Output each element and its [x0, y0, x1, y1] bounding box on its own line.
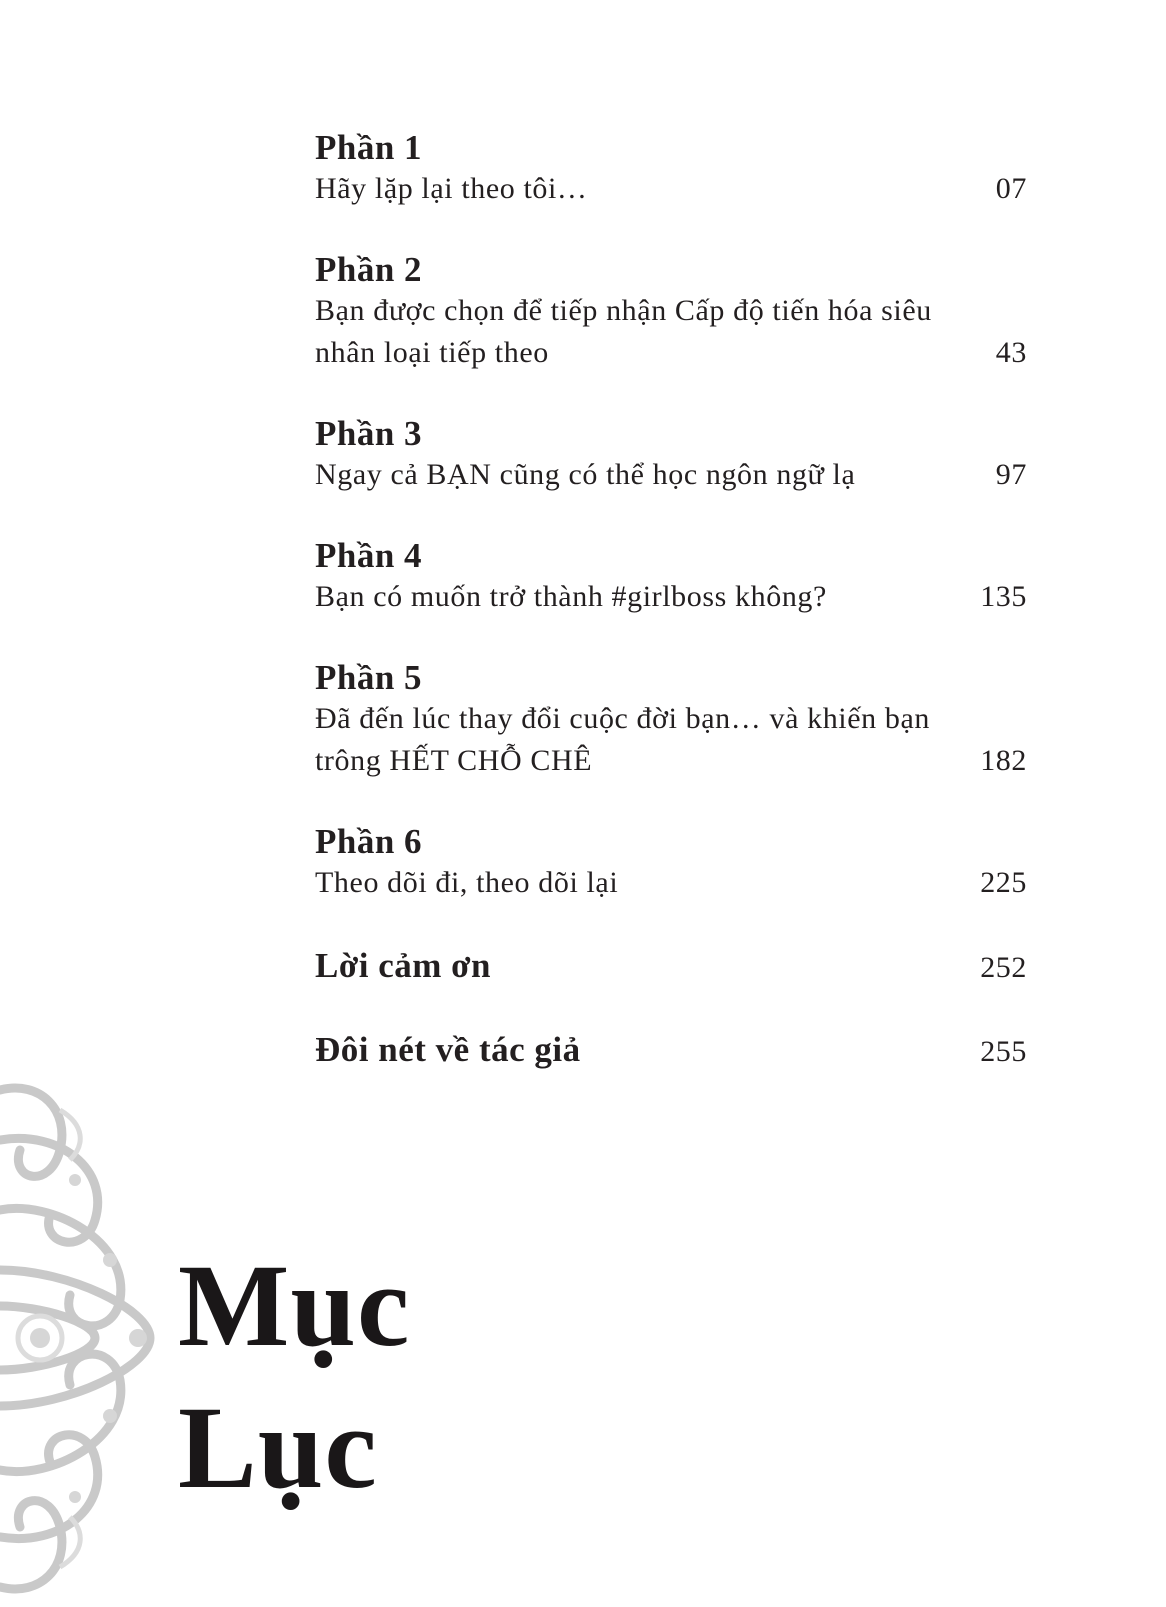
- table-of-contents: [315, 128, 1027, 1112]
- part-heading: Phần 3: [315, 414, 423, 453]
- page-title-line-1: Mục: [178, 1240, 411, 1371]
- page-number: 182: [980, 744, 1027, 777]
- toc-part[interactable]: [315, 536, 1027, 618]
- toc-entry: [315, 290, 1027, 374]
- toc-part[interactable]: [315, 128, 1027, 210]
- toc-entry: [315, 168, 1027, 210]
- entry-title: Hãy lặp lại theo tôi…: [315, 172, 588, 205]
- page-number: 252: [980, 951, 1027, 984]
- part-heading: Phần 6: [315, 822, 423, 861]
- toc-entry: [315, 698, 1027, 782]
- toc-part[interactable]: [315, 658, 1027, 782]
- mandala-ornament: [0, 1070, 180, 1607]
- entry-title: Theo dõi đi, theo dõi lại: [315, 866, 619, 899]
- entry-title: Bạn có muốn trở thành #girlboss không?: [315, 580, 827, 613]
- part-heading: Phần 2: [315, 250, 423, 289]
- acknowledgements-title: Lời cảm ơn: [315, 946, 491, 985]
- about-author-title: Đôi nét về tác giả: [315, 1030, 581, 1069]
- toc-part[interactable]: [315, 250, 1027, 374]
- toc-entry: [315, 576, 1027, 618]
- part-heading: Phần 5: [315, 658, 423, 697]
- entry-title: Bạn được chọn để tiếp nhận Cấp độ tiến hóa siêu nhân loại tiếp theo: [315, 294, 932, 369]
- page-number: 135: [980, 580, 1027, 613]
- toc-part[interactable]: [315, 414, 1027, 496]
- page-title-line-2: Lục: [178, 1382, 378, 1513]
- page-number: 07: [995, 172, 1027, 205]
- entry-title: Ngay cả BẠN cũng có thể học ngôn ngữ lạ: [315, 458, 856, 491]
- part-heading: Phần 4: [315, 536, 423, 575]
- entry-title: Đã đến lúc thay đổi cuộc đời bạn… và khiến bạn trông HẾT CHỖ CHÊ: [315, 702, 930, 777]
- toc-about-author[interactable]: [315, 1028, 1027, 1072]
- page-number: 225: [980, 866, 1027, 899]
- page-number: 255: [980, 1035, 1027, 1068]
- toc-acknowledgements[interactable]: [315, 944, 1027, 988]
- toc-part[interactable]: [315, 822, 1027, 904]
- toc-entry: [315, 862, 1027, 904]
- page-number: 43: [995, 336, 1027, 369]
- part-heading: Phần 1: [315, 128, 423, 167]
- page-number: 97: [995, 458, 1027, 491]
- page-title: [178, 1235, 410, 1519]
- toc-entry: [315, 454, 1027, 496]
